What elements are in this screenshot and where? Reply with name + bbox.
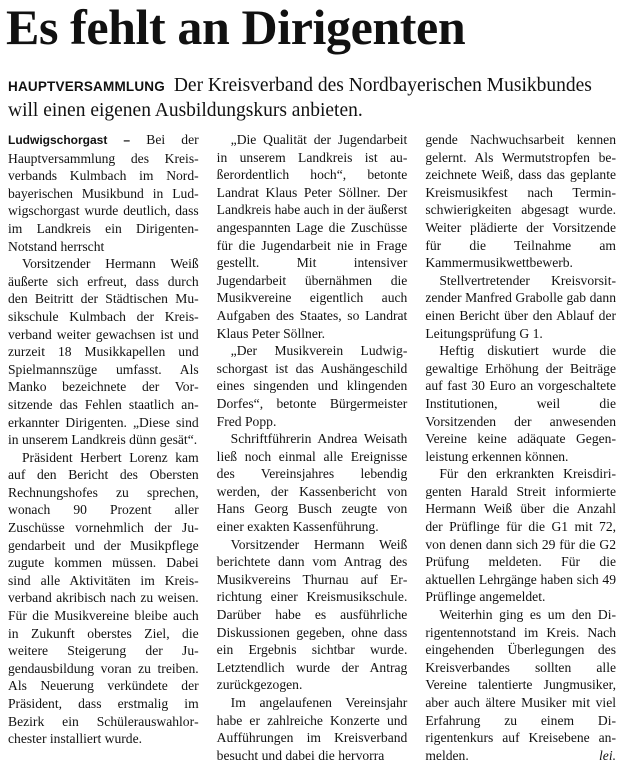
headline: Es fehlt an Dirigenten bbox=[6, 0, 466, 55]
paragraph bbox=[425, 606, 616, 764]
article-columns bbox=[8, 131, 617, 763]
paragraph: Stellvertretender Kreisvorsitzender Manfred Grabolle gab dann einen Bericht über den Ablauf der Leitungsprüfung G 1. bbox=[425, 272, 617, 341]
paragraph: Präsident Herbert Lorenz kam auf den Bericht des Obersten Rechnungshofes zu sprechen, wonach 90 Prozent aller Zuschüsse vornehmlich der Jugendarbeit und der Musikpflege zugute kommen müssen. Dabei sind alle Aktivitäten im Kreisverband akribisch nach zu weisen. Für die Musikvereine bleibe auch in Zukunft oberstes Ziel, die weitere Steigerung der Jugendausbildung voran zu treiben. Als Neuerung verkündete der Präsident, dass erstmalig im Bezirk ein Schülerauswahlorchester installiert wurde. bbox=[8, 449, 199, 747]
paragraph: Vorsitzender Hermann Weiß berichtete dann vom Antrag des Musikvereins Thurnau auf Errichtung einer Kreismusikschule. Darüber habe es ausführliche Diskussionen gegeben, ohne dass ein Ergebnis sichtbar wurde. Letztendlich wurde der Antrag zurückgezogen. bbox=[216, 536, 408, 693]
paragraph: gende Nachwuchsarbeit kennen gelernt. Als Wermutstropfen bezeichnete Weiß, dass das geplante Kreismusikfest nach Terminschwierigkeiten abgesagt wurde. Weiter plädierte der Vorsitzende für die Teilnahme am Kammermusikwettbewerb. bbox=[425, 132, 617, 271]
column-1 bbox=[8, 131, 199, 747]
dateline: Ludwigschorgast – bbox=[8, 133, 131, 147]
paragraph: „Der Musikverein Ludwigschorgast ist das Aushängeschild eines singenden und klingenden Dorfes“, betonte Bürgermeister Fred Popp. bbox=[216, 343, 408, 429]
paragraph: Heftig diskutiert wurde die gewaltige Erhöhung der Beiträge auf fast 30 Euro an vorgeschaltete Institutionen, weil die Vorsitzenden der anwesenden Vereine keine adäquate Gegenleistung erkennen können. bbox=[425, 343, 617, 464]
paragraph-text: Weiterhin ging es um den Dirigentennotstand im Kreis. Nach eingehenden Überlegungen des Kreisverbandes sollten alle Vereine talentierte Jungmusiker, aber auch ältere Musiker mit viel Erfahrung zu einem Dirigentenkurs auf Kreisebene anmelden. bbox=[425, 607, 617, 763]
lead-text: Der Kreisverband des Nordbayerischen Musikbundes will einen eigenen Ausbildungskurs anbieten. bbox=[8, 75, 592, 121]
paragraph-text: Bei der Hauptversammlung des Kreisverbands Kulmbach im Nordbayerischen Musikbund in Ludwigschorgast wurde deutlich, dass im Landkreis ein Dirigenten-Notstand herrscht bbox=[8, 132, 199, 254]
paragraph: „Die Qualität der Jugendarbeit in unserem Landkreis ist außerordentlich hoch“, betonte Landrat Klaus Peter Söllner. Der Landkreis habe auch in der äußerst angespannten Lage die Zuschüsse für die Jugendarbeit nie in Frage gestellt. Mit intensiver Jugendarbeit übernähmen die Musikvereine eigentlich auch Aufgaben des Staates, so Landrat Klaus Peter Söllner. bbox=[216, 132, 408, 341]
paragraph: Schriftführerin Andrea Weisath ließ noch einmal alle Ereignisse des Vereinsjahres lebendig werden, der Kassenbericht von Hans Georg Busch zeugte von einer exakten Kassenführung. bbox=[216, 431, 408, 535]
column-3 bbox=[425, 131, 617, 763]
paragraph: Für den erkrankten Kreisdirigenten Harald Streit informierte Hermann Weiß über die Anzahl der Prüflinge für die G1 mit 72, von denen dann sich 29 für die G2 Prüfung meldeten. Für die aktuellen Lehrgänge haben sich 49 Prüflinge angemeldet. bbox=[425, 466, 617, 605]
column-2 bbox=[216, 131, 408, 763]
lead-paragraph bbox=[8, 74, 618, 123]
paragraph bbox=[8, 131, 199, 255]
paragraph: Vorsitzender Hermann Weiß äußerte sich erfreut, dass durch den Beitritt der Städtischen Musikschule Kulmbach der Kreisverband weiter gewachsen ist und zurzeit 18 Musikkapellen und Spielmannszüge umfasst. Als Manko bezeichnete der Vorsitzende das Fehlen staatlich anerkannter Dirigenten. „Diese sind in unserem Landkreis dünn gesät“. bbox=[8, 256, 199, 448]
paragraph: Im angelaufenen Vereinsjahr habe er zahlreiche Konzerte und Aufführungen im Kreisverband besucht und dabei die hervorra bbox=[216, 695, 408, 763]
kicker: HAUPTVERSAMMLUNG bbox=[8, 79, 165, 94]
author-initials: lei. bbox=[599, 747, 617, 763]
